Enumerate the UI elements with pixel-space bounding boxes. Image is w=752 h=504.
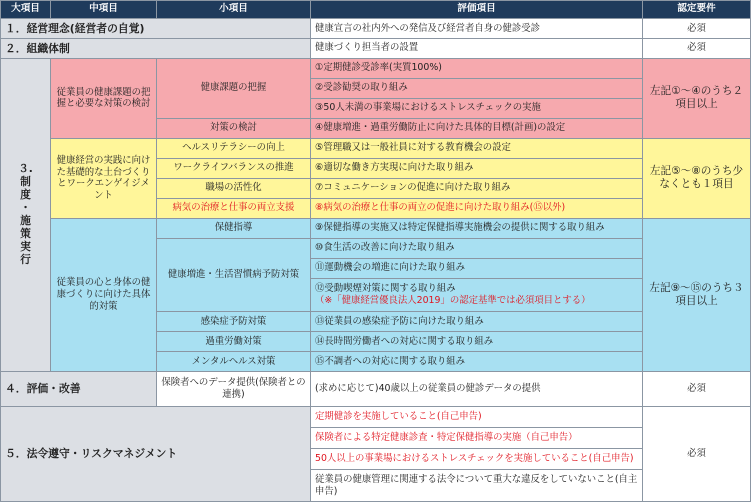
group-1-requirement: 左記①～④のうち２項目以上 xyxy=(643,58,751,138)
section-4-requirement: 必須 xyxy=(643,372,751,407)
section-4-title: ４．評価・改善 xyxy=(1,372,157,407)
item-8: ⑧病気の治療と仕事の両立の促進に向けた取り組み(⑮以外) xyxy=(311,198,643,218)
item-9-row xyxy=(1,218,751,238)
group-3-minor-item-3: 感染症予防対策 xyxy=(157,312,311,332)
item-5-row xyxy=(1,138,751,158)
section-1-requirement: 必須 xyxy=(643,18,751,38)
section-3-title: ３. 制 度 ・ 施 策 実 行 xyxy=(1,58,51,371)
section-2-item: 健康づくり担当者の設置 xyxy=(311,38,643,58)
header-row xyxy=(1,1,751,19)
header-middle-item: 中項目 xyxy=(51,1,157,19)
section-5-row-1 xyxy=(1,407,751,428)
section-4-minor-item: 保険者へのデータ提供(保険者との連携) xyxy=(157,372,311,407)
section-4-item: (求めに応じて)40歳以上の従業員の健診データの提供 xyxy=(311,372,643,407)
group-1-middle-item: 従業員の健康課題の把握と必要な対策の検討 xyxy=(51,58,157,138)
header-major-item: 大項目 xyxy=(1,1,51,19)
item-3: ③50人未満の事業場におけるストレスチェックの実施 xyxy=(311,98,643,118)
group-2-minor-item-2: ワークライフバランスの推進 xyxy=(157,158,311,178)
item-4: ④健康増進・過重労働防止に向けた具体的目標(計画)の設定 xyxy=(311,118,643,138)
group-2-requirement: 左記⑤～⑧のうち少なくとも１項目 xyxy=(643,138,751,218)
section-4-row xyxy=(1,372,751,407)
item-6: ⑥適切な働き方実現に向けた取り組み xyxy=(311,158,643,178)
section-5-requirement: 必須 xyxy=(643,407,751,502)
group-1-minor-item-1: 健康課題の把握 xyxy=(157,58,311,118)
section-1-item: 健康宣言の社内外への発信及び経営者自身の健診受診 xyxy=(311,18,643,38)
item-13: ⑬従業員の感染症予防に向けた取り組み xyxy=(311,312,643,332)
group-3-minor-item-5: メンタルヘルス対策 xyxy=(157,352,311,372)
item-9: ⑨保健指導の実施又は特定保健指導実施機会の提供に関する取り組み xyxy=(311,218,643,238)
section-1-title: １．経営理念(経営者の自覚) xyxy=(1,18,311,38)
section-2-row xyxy=(1,38,751,58)
item-11: ⑪運動機会の増進に向けた取り組み xyxy=(311,258,643,278)
group-1-minor-item-2: 対策の検討 xyxy=(157,118,311,138)
section-1-row xyxy=(1,18,751,38)
section-5-item-4: 従業員の健康管理に関連する法令について重大な違反をしていないこと(自主申告) xyxy=(311,470,643,502)
group-3-minor-item-1: 保健指導 xyxy=(157,218,311,238)
header-minor-item: 小項目 xyxy=(157,1,311,19)
header-requirement: 認定要件 xyxy=(643,1,751,19)
group-2-middle-item: 健康経営の実践に向けた基礎的な土台づくりとワークエンゲイジメント xyxy=(51,138,157,218)
item-5: ⑤管理職又は一般社員に対する教育機会の設定 xyxy=(311,138,643,158)
header-evaluation-item: 評価項目 xyxy=(311,1,643,19)
section-5-item-3: 50人以上の事業場におけるストレスチェックを実施していること(自己申告) xyxy=(311,449,643,470)
group-2-minor-item-4: 病気の治療と仕事の両立支援 xyxy=(157,198,311,218)
group-3-minor-item-2: 健康増進・生活習慣病予防対策 xyxy=(157,238,311,312)
section-5-item-1: 定期健診を実施していること(自己申告) xyxy=(311,407,643,428)
item-14: ⑭長時間労働者への対応に関する取り組み xyxy=(311,332,643,352)
item-15: ⑮不調者への対応に関する取り組み xyxy=(311,352,643,372)
section-5-title: ５．法令遵守・リスクマネジメント xyxy=(1,407,311,502)
group-2-minor-item-3: 職場の活性化 xyxy=(157,178,311,198)
item-2: ②受診勧奨の取り組み xyxy=(311,78,643,98)
item-10: ⑩食生活の改善に向けた取り組み xyxy=(311,238,643,258)
item-12 xyxy=(311,278,643,312)
item-12-text: ⑫受動喫煙対策に関する取り組み xyxy=(315,283,456,295)
group-2-minor-item-1: ヘルスリテラシーの向上 xyxy=(157,138,311,158)
group-3-middle-item: 従業員の心と身体の健康づくりに向けた具体的対策 xyxy=(51,218,157,372)
item-1-row xyxy=(1,58,751,78)
section-2-requirement: 必須 xyxy=(643,38,751,58)
section-2-title: ２．組織体制 xyxy=(1,38,311,58)
section-5-item-2: 保険者による特定健康診査・特定保健指導の実施（自己申告） xyxy=(311,428,643,449)
group-3-minor-item-4: 過重労働対策 xyxy=(157,332,311,352)
item-12-note: （※「健康経営優良法人2019」の認定基準では必須項目とする） xyxy=(315,295,591,307)
item-1: ①定期健診受診率(実質100%) xyxy=(311,58,643,78)
item-7: ⑦コミュニケーションの促進に向けた取り組み xyxy=(311,178,643,198)
group-3-requirement: 左記⑨～⑮のうち３項目以上 xyxy=(643,218,751,372)
